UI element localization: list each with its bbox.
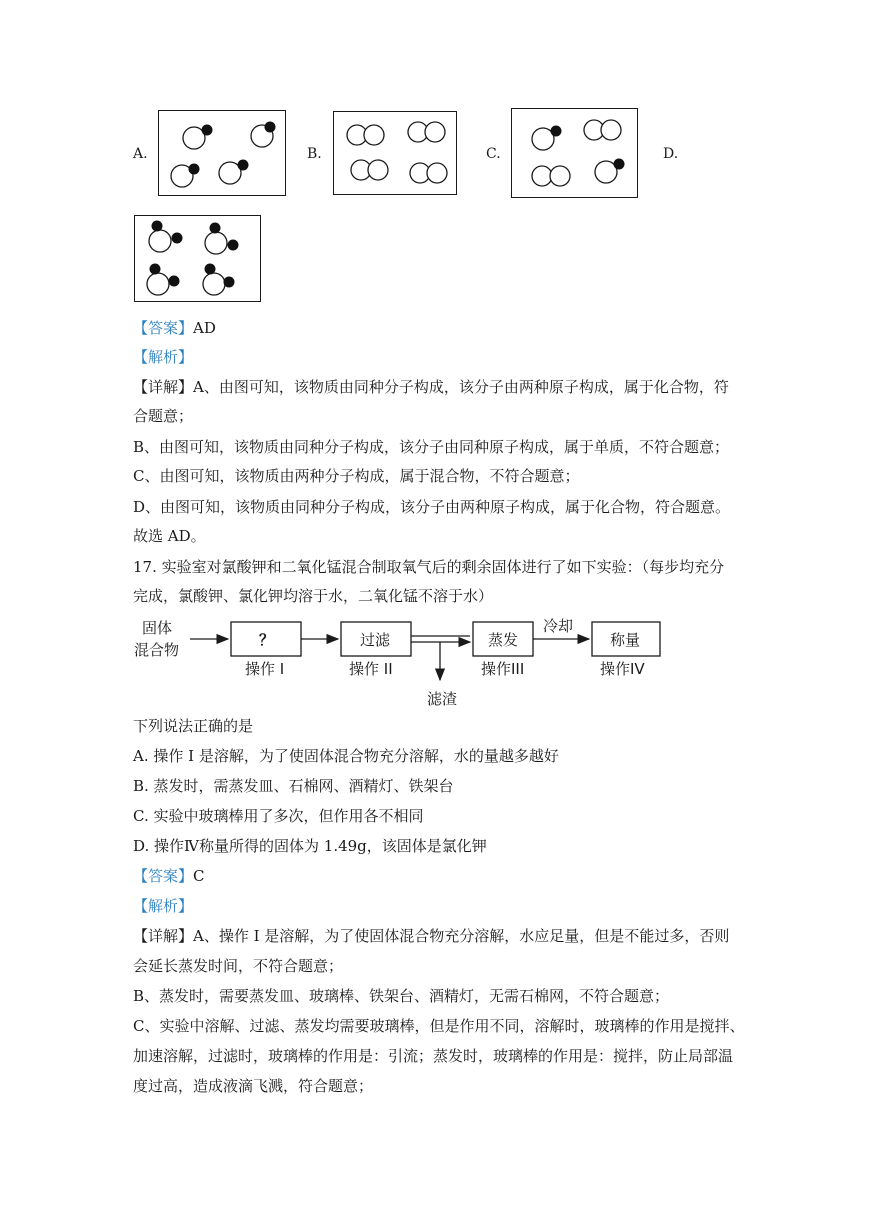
q17-detail-line-5: 加速溶解，过滤时，玻璃棒的作用是：引流；蒸发时，玻璃棒的作用是：搅拌，防止局部温: [133, 1047, 734, 1065]
detail-text: A、由图可知，该物质由同种分子构成，该分子由两种原子构成，属于化合物，符: [193, 378, 729, 396]
q17-detail-line-2: 会延长蒸发时间，不符合题意；: [133, 957, 344, 975]
q17-prompt: 下列说法正确的是: [133, 717, 254, 735]
q17-analysis-tag: 【解析】: [133, 897, 194, 915]
flow-diagram: [0, 612, 869, 712]
flow-residue: 滤渣: [427, 690, 458, 708]
flow-start-line1: 固体: [142, 619, 173, 637]
detail-text: A、操作 I 是溶解，为了使固体混合物充分溶解，水应足量，但是不能过多，否则: [193, 927, 730, 945]
answer-tag: 【答案】: [133, 867, 194, 885]
option-b-diagram: [333, 111, 457, 195]
q17-choice-c: C. 实验中玻璃棒用了多次，但作用各不相同: [133, 807, 424, 825]
q16-detail-line-4: C、由图可知，该物质由两种分子构成，属于混合物，不符合题意；: [133, 467, 580, 485]
option-d-diagram: [134, 215, 261, 302]
detail-tag: 【详解】: [133, 378, 194, 396]
answer-value: AD: [193, 319, 216, 337]
flow-step4: 称量: [610, 631, 641, 649]
q16-detail-line-5: D、由图可知，该物质由同种分子构成，该分子由两种原子构成，属于化合物，符合题意。: [133, 498, 731, 516]
q17-stem-line-1: 17. 实验室对氯酸钾和二氧化锰混合制取氧气后的剩余固体进行了如下实验：（每步均充分: [133, 558, 725, 576]
option-a-label: A.: [133, 146, 148, 162]
flow-step1-label: 操作 I: [245, 660, 285, 678]
detail-tag: 【详解】: [133, 927, 194, 945]
q17-detail-line-6: 度过高，造成液滴飞溅，符合题意；: [133, 1077, 374, 1095]
q17-choice-d: D. 操作Ⅳ称量所得的固体为 1.49g，该固体是氯化钾: [133, 837, 487, 855]
atom-black: [202, 125, 213, 136]
option-b-label: B.: [307, 146, 322, 162]
option-d-label: D.: [663, 146, 679, 162]
flow-step3: 蒸发: [488, 631, 519, 649]
q17-detail-line-3: B、蒸发时，需要蒸发皿、玻璃棒、铁架台、酒精灯，无需石棉网，不符合题意；: [133, 987, 670, 1005]
q17-detail-line-1: [133, 926, 729, 946]
q17-choice-a: A. 操作 I 是溶解，为了使固体混合物充分溶解，水的量越多越好: [133, 747, 559, 765]
q16-detail-line-3: B、由图可知，该物质由同种分子构成，该分子由同种原子构成，属于单质，不符合题意；: [133, 438, 730, 456]
q17-detail-line-4: C、实验中溶解、过滤、蒸发均需要玻璃棒，但是作用不同，溶解时，玻璃棒的作用是搅拌、: [133, 1017, 745, 1035]
flow-step4-label: 操作IV: [600, 660, 645, 678]
q17-stem-line-2: 完成，氯酸钾、氯化钾均溶于水，二氧化锰不溶于水）: [133, 587, 494, 605]
q16-detail-line-1: [133, 377, 729, 397]
flow-step2: 过滤: [360, 631, 391, 649]
q16-analysis-tag: 【解析】: [133, 348, 194, 366]
flow-step1: ？: [259, 631, 275, 649]
answer-value: C: [193, 867, 205, 885]
option-a-diagram: [158, 110, 286, 196]
flow-step2-label: 操作 II: [349, 660, 393, 678]
q16-answer: [133, 318, 216, 338]
q16-detail-line-6: 故选 AD。: [133, 527, 206, 545]
answer-tag: 【答案】: [133, 319, 194, 337]
flow-step3-label: 操作III: [481, 660, 525, 678]
q17-answer: [133, 866, 205, 886]
option-c-diagram: [511, 108, 638, 198]
flow-arrow-label: 冷却: [543, 617, 574, 635]
option-c-label: C.: [486, 146, 501, 162]
flow-start-line2: 混合物: [134, 641, 180, 659]
q16-detail-line-2: 合题意；: [133, 407, 194, 425]
q17-choice-b: B. 蒸发时，需蒸发皿、石棉网、酒精灯、铁架台: [133, 777, 454, 795]
